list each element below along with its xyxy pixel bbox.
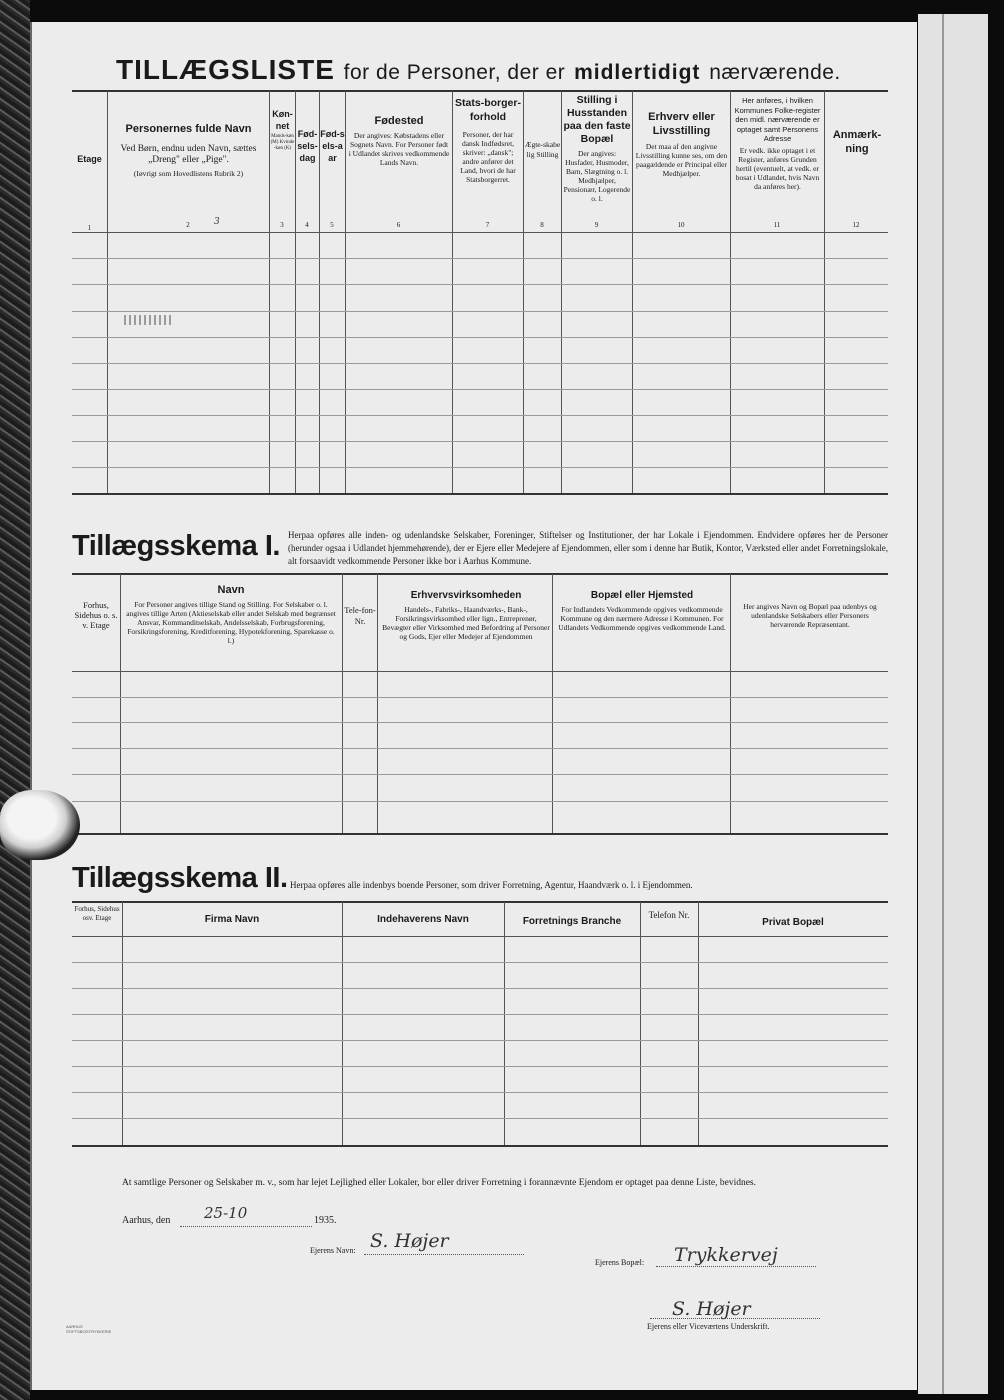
adjacent-page-edge xyxy=(942,14,944,1394)
t1-col-occupation-title: Erhverv eller Livsstilling xyxy=(648,111,715,137)
s2-row-line xyxy=(72,962,888,963)
footer-year: 1935. xyxy=(314,1215,337,1226)
date-handwritten: 25-10 xyxy=(204,1204,248,1222)
t1-colnum: 8 xyxy=(540,221,544,229)
t1-row-line xyxy=(72,311,888,312)
s1-vline xyxy=(120,574,121,833)
s1-vline xyxy=(730,574,731,833)
t1-colnum: 4 xyxy=(305,221,309,229)
t1-vline xyxy=(107,91,108,493)
s1-row-line xyxy=(72,748,888,749)
t1-col-gender-note: Mands-køn (M) Kvinde-køn (K) xyxy=(270,134,295,151)
owner-address-line xyxy=(656,1266,816,1267)
s1-bottom-rule xyxy=(72,833,888,835)
t1-col-name-note: Ved Børn, endnu uden Navn, sættes „Dreng" eller „Pige". xyxy=(120,144,257,165)
s2-vline xyxy=(122,902,123,1145)
s2-row-line xyxy=(72,988,888,989)
s2-col-owner: Indehaverens Navn xyxy=(377,914,469,925)
footer-place: Aarhus, den xyxy=(122,1215,171,1226)
book-cover-edge xyxy=(0,0,30,1400)
t1-col-marital: Ægte-skabelig Stilling xyxy=(524,140,561,159)
t1-vline xyxy=(345,91,346,493)
t1-col-occupation xyxy=(634,110,729,178)
s1-row-line xyxy=(72,774,888,775)
t1-colnum: 12 xyxy=(852,221,860,229)
table1-top-rule xyxy=(72,90,888,92)
s1-col-business-note: Handels-, Fabriks-, Haandværks-, Bank-, Forsikringsvirksomhed eller lign., Entreprenør, Bevægter eller Virksomhed med Befordring af Personer og Gods, Ejer eller Medejer af Ejendommen xyxy=(382,605,550,641)
s1-col-name-note: For Personer angives tillige Stand og Stilling. For Selskaber o. l. angives tillige Arten (Aktieselskab eller andet Selskab med begrænset Ansvar, Kommanditselskab, Andelsselskab, Forbrugsforening, Forsikringsforening, Kreditforening, Hypotekforening, Sparekasse o. l.) xyxy=(126,600,336,645)
t1-colnum: 1 xyxy=(87,224,92,232)
t1-row-line xyxy=(72,389,888,390)
t1-row-line xyxy=(72,441,888,442)
t1-col-gender-title: Køn-net xyxy=(272,109,293,131)
t1-row-line xyxy=(72,467,888,468)
s1-col-business xyxy=(382,589,550,641)
t1-col-citizenship-note: Personer, der har dansk Indfødsret, skriver: „dansk"; andre anfører det Land, hvori de har Statsborgerret. xyxy=(460,130,516,184)
date-line xyxy=(180,1226,312,1227)
t1-colnum: 2 xyxy=(186,221,190,229)
s2-row-line xyxy=(72,1014,888,1015)
t1-colnum: 6 xyxy=(396,221,401,229)
t1-col-remark: Anmærk-ning xyxy=(832,129,882,155)
schema1-intro: Herpaa opføres alle inden- og udenlandske Selskaber, Foreninger, Stiftelser og Institutioner, der har Lokale i Ejendommen. Endvidere opføres her de Personer (herunder ogsaa i Udlandet hjemmehørende), der er Ejere eller Medejere af Ejendommen, eller som i denne har Butik, Kontor, Værksted eller andet Forretningslokale, alt forsaavidt vedkommende Personer ikke bor i Aarhus Kommune. xyxy=(288,530,889,566)
title-rest2: nærværende. xyxy=(709,61,841,84)
t1-col-occupation-note: Det maa af den angivne Livsstilling kunne ses, om den paagældende er Principal eller Medhjælper. xyxy=(635,142,728,178)
s1-row-line xyxy=(72,801,888,802)
t1-col-birthplace-note: Der angives: Købstadens eller Sognets Navn. For Personer født i Udlandet skrives vedkommende Lands Navn. xyxy=(348,131,450,167)
t1-col-register-note: Er vedk. ikke optaget i et Register, anføres Grunden hertil (eventuelt, at vedk. er bosat i Udlandet, hvis Navn da anføres her). xyxy=(735,145,820,191)
s2-header-rule xyxy=(72,936,888,937)
thumb xyxy=(0,790,80,860)
owner-name-label: Ejerens Navn: xyxy=(310,1246,356,1255)
s1-col-address-note: For Indlandets Vedkommende opgives vedkommende Kommune og den nærmere Adresse i Kommunen. For Udlandets Vedkommende opgives vedkommende Land. xyxy=(558,605,726,632)
t1-colnum: 5 xyxy=(330,221,334,229)
t1-col-household-title: Stilling i Husstanden paa den faste Bopæl xyxy=(563,94,631,145)
t1-col-citizenship-title: Stats-borger-forhold xyxy=(455,97,521,123)
s2-vline xyxy=(640,902,641,1145)
title-main: TILLÆGSLISTE xyxy=(116,54,335,85)
owner-address-handwritten: Trykkervej xyxy=(674,1244,778,1266)
printer-imprint: AARHUS STIFTSBOGTRYKKERIE xyxy=(66,1324,112,1334)
owner-name-line xyxy=(364,1254,524,1255)
owner-name-handwritten: S. Højer xyxy=(370,1230,449,1252)
s1-col-address-title: Bopæl eller Hjemsted xyxy=(590,590,694,601)
s2-vline xyxy=(504,902,505,1145)
s2-row-line xyxy=(72,1040,888,1041)
t1-colnum: 10 xyxy=(677,221,685,229)
t1-row-line xyxy=(72,363,888,364)
s2-col-floor: Forhus, Sidehus osv. Etage xyxy=(74,905,120,922)
signature-handwritten: S. Højer xyxy=(672,1298,751,1320)
t1-vline xyxy=(730,91,731,493)
t1-row-line xyxy=(72,337,888,338)
t1-col-birthyear: Fød-sels-aar xyxy=(320,129,345,163)
s2-row-line xyxy=(72,1066,888,1067)
s2-row-line xyxy=(72,1092,888,1093)
t1-col-name-note2: (Iøvrigt som Hovedlistens Rubrik 2) xyxy=(133,169,244,178)
s2-vline xyxy=(698,902,699,1145)
t1-col-name-title: Personernes fulde Navn xyxy=(125,123,252,135)
s1-top-rule xyxy=(72,573,888,575)
s2-col-firm: Firma Navn xyxy=(204,914,260,925)
t1-vline xyxy=(452,91,453,493)
owner-address-label: Ejerens Bopæl: xyxy=(595,1258,645,1267)
t1-col-register-title: Her anføres, i hvilken Kommunes Folke-register den midl. nærværende er optaget samt Personens Adresse xyxy=(734,96,821,143)
s2-row-line xyxy=(72,1118,888,1119)
t1-colnum: 3 xyxy=(280,221,284,229)
t1-col-household-note: Der angives: Husfader, Husmoder, Barn, Slægtning o. l. Medhjælper, Pensionær, Logerende o. l. xyxy=(563,149,631,203)
s2-col-private-address: Privat Bopæl xyxy=(762,917,824,928)
t1-smudge xyxy=(124,315,172,325)
t1-vline xyxy=(561,91,562,493)
schema2-intro: Herpaa opføres alle indenbys boende Personer, som driver Forretning, Agentur, Haandværk o. l. i Ejendommen. xyxy=(290,880,693,890)
s2-vline xyxy=(342,902,343,1145)
t1-col-etage: Etage xyxy=(77,154,102,164)
table1-bottom-rule xyxy=(72,493,888,495)
title-bold: midlertidigt xyxy=(574,61,701,84)
schema2-title: Tillægsskema II. xyxy=(72,862,288,894)
s1-col-address xyxy=(557,589,727,632)
t1-colnum: 11 xyxy=(773,221,781,229)
t1-row-line xyxy=(72,258,888,259)
s2-col-phone: Telefon Nr. xyxy=(648,910,690,920)
s1-col-name-title: Navn xyxy=(217,584,245,596)
t1-colnum: 9 xyxy=(594,221,599,229)
s2-col-branch: Forretnings Branche xyxy=(522,916,622,927)
page-title xyxy=(116,54,841,86)
t1-row-line xyxy=(72,284,888,285)
title-rest1: for de Personer, der er xyxy=(343,61,566,84)
t1-col-birthplace-title: Fødested xyxy=(374,115,424,127)
t1-vline xyxy=(632,91,633,493)
s1-vline xyxy=(552,574,553,833)
s1-vline xyxy=(377,574,378,833)
s1-col-floor: Forhus, Sidehus o. s. v. Etage xyxy=(74,600,118,630)
s1-col-name xyxy=(124,583,338,645)
t1-colnum: 7 xyxy=(485,221,490,229)
schema1-title: Tillægsskema I. xyxy=(72,530,280,562)
t1-handwritten-mark: 3 xyxy=(214,217,220,227)
t1-col-register xyxy=(732,96,823,191)
table1-header-rule xyxy=(72,232,888,233)
t1-col-birthday: Fød-sels-dag xyxy=(297,129,318,163)
t1-row-line xyxy=(72,415,888,416)
s1-col-representative: Her angives Navn og Bopæl paa udenbys og udenlandske Selskabers eller Personers herværende Repræsentant. xyxy=(743,602,877,629)
s2-top-rule xyxy=(72,901,888,903)
s2-bottom-rule xyxy=(72,1145,888,1147)
adjacent-page xyxy=(918,14,988,1394)
t1-vline xyxy=(824,91,825,493)
s1-header-rule xyxy=(72,671,888,672)
signature-label: Ejerens eller Viceværtens Underskrift. xyxy=(647,1322,770,1331)
footer-statement: At samtlige Personer og Selskaber m. v., som har lejet Lejlighed eller Lokaler, bor eller driver Forretning i forannævnte Ejendom er optaget paa denne Liste, bevidnes. xyxy=(122,1178,756,1188)
signature-line xyxy=(650,1318,820,1319)
s1-row-line xyxy=(72,722,888,723)
s1-col-phone: Tele-fon-Nr. xyxy=(344,605,376,626)
s1-col-business-title: Erhvervsvirksomheden xyxy=(410,590,522,601)
t1-col-name xyxy=(110,122,267,178)
t1-col-citizenship xyxy=(454,96,522,184)
form-sheet xyxy=(30,22,917,1390)
t1-col-household xyxy=(563,94,631,203)
t1-col-birthplace xyxy=(348,114,450,167)
s1-row-line xyxy=(72,697,888,698)
t1-col-gender xyxy=(270,108,295,152)
